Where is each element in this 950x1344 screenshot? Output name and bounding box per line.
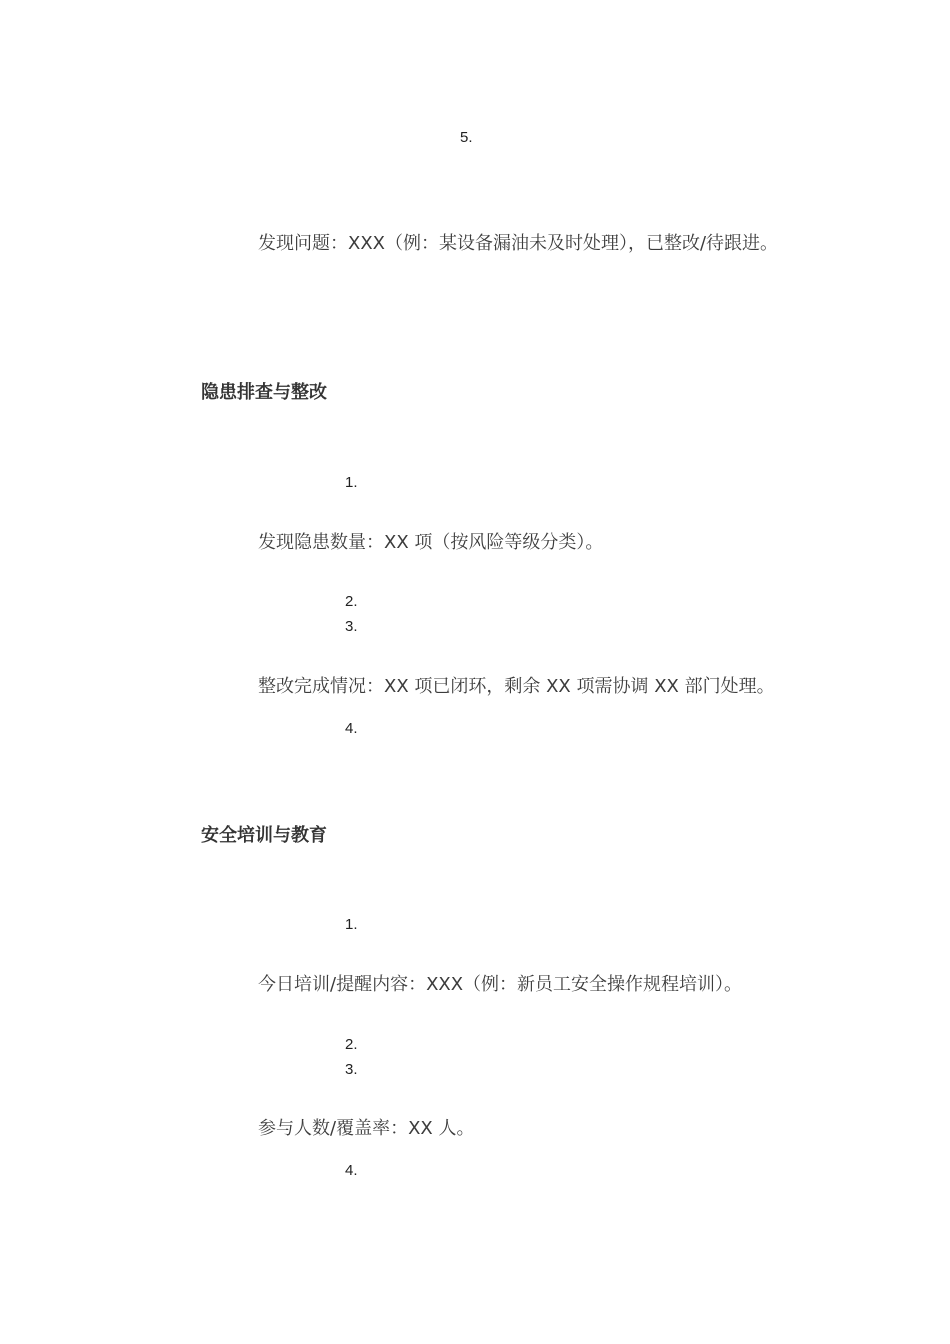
list-number: 1. bbox=[345, 474, 358, 491]
list-number: 4. bbox=[345, 720, 358, 737]
list-number: 2. bbox=[345, 593, 358, 610]
training-content-paragraph: 今日培训/提醒内容：XXX（例：新员工安全操作规程培训）。 bbox=[258, 974, 743, 995]
participation-paragraph: 参与人数/覆盖率：XX 人。 bbox=[258, 1118, 475, 1139]
list-number: 3. bbox=[345, 618, 358, 635]
section-heading-hazard: 隐患排查与整改 bbox=[201, 382, 327, 403]
list-number: 1. bbox=[345, 916, 358, 933]
rectification-paragraph: 整改完成情况：XX 项已闭环，剩余 XX 项需协调 XX 部门处理。 bbox=[258, 676, 775, 697]
list-number: 2. bbox=[345, 1036, 358, 1053]
list-number: 5. bbox=[460, 129, 473, 146]
finding-paragraph: 发现问题：XXX（例：某设备漏油未及时处理），已整改/待跟进。 bbox=[258, 233, 779, 254]
list-number: 4. bbox=[345, 1162, 358, 1179]
section-heading-training: 安全培训与教育 bbox=[201, 825, 327, 846]
hazard-count-paragraph: 发现隐患数量：XX 项（按风险等级分类）。 bbox=[258, 532, 604, 553]
list-number: 3. bbox=[345, 1061, 358, 1078]
